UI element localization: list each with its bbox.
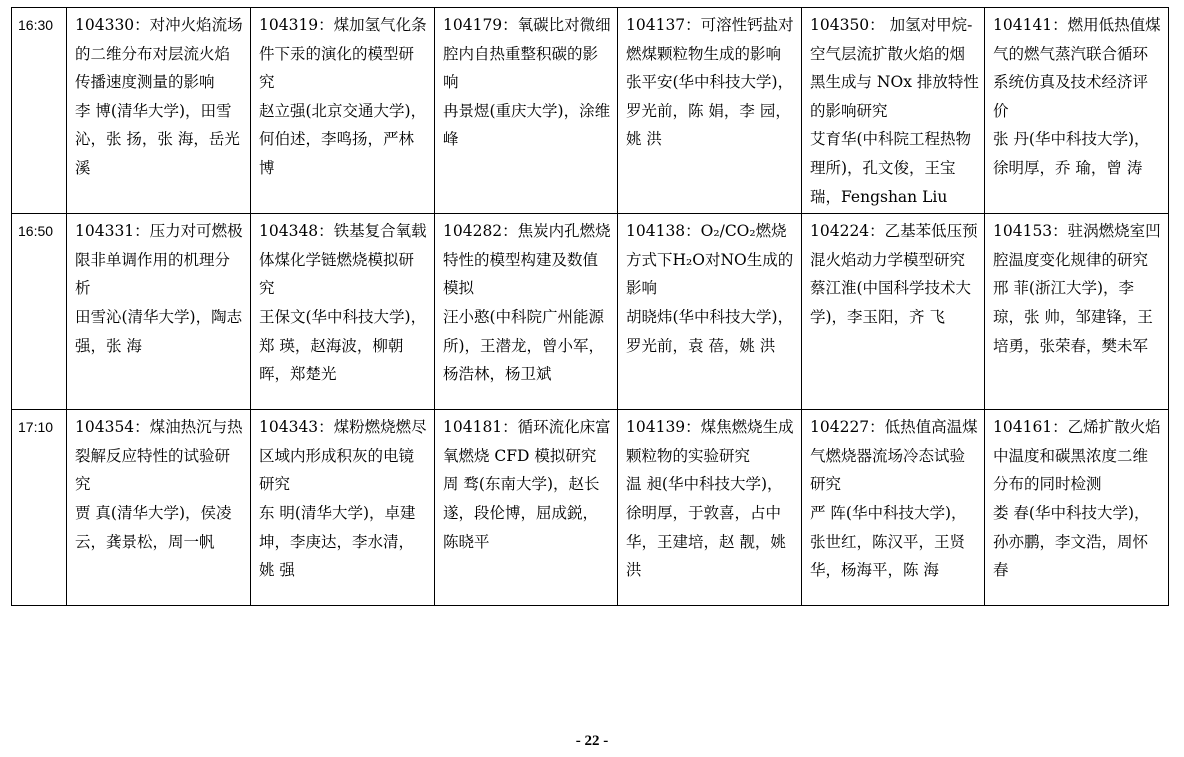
- paper-cell: [802, 8, 985, 214]
- paper-authors: 胡晓炜(华中科技大学)，罗光前，袁 蓓，姚 洪: [626, 307, 794, 355]
- paper-authors: 温 昶(华中科技大学)，徐明厚，于敦喜，占中华，王建培，赵 靓，姚 洪: [626, 475, 786, 580]
- paper-cell: [618, 8, 802, 214]
- time-slot: 16:50: [12, 214, 67, 410]
- paper-title: 104179：氧碳比对微细腔内自热重整积碳的影响: [443, 16, 611, 92]
- paper-title: 104139：煤焦燃烧生成颗粒物的实验研究: [626, 418, 794, 465]
- paper-title: 104350： 加氢对甲烷-空气层流扩散火焰的烟黑生成与 NOx 排放特性的影响研究: [810, 16, 979, 120]
- paper-cell: [802, 214, 985, 410]
- paper-authors: 田雪沁(清华大学)，陶志强，张 海: [75, 307, 243, 355]
- paper-cell: [251, 214, 435, 410]
- paper-title: 104224：乙基苯低压预混火焰动力学模型研究: [810, 222, 978, 269]
- paper-cell: [435, 8, 618, 214]
- paper-authors: 蔡江淮(中国科学技术大学)，李玉阳，齐 飞: [810, 279, 972, 326]
- paper-title: 104181：循环流化床富氧燃烧 CFD 模拟研究: [443, 418, 611, 465]
- session-schedule-table: [11, 7, 1169, 606]
- paper-authors: 东 明(清华大学)，卓建坤，李庚达，李水清，姚 强: [259, 503, 416, 580]
- paper-cell: [251, 410, 435, 606]
- paper-cell: [435, 410, 618, 606]
- paper-authors: 汪小憨(中科院广州能源所)，王潜龙，曾小军，杨浩林，杨卫斌: [443, 307, 605, 384]
- paper-title: 104161：乙烯扩散火焰中温度和碳黑浓度二维分布的同时检测: [993, 418, 1161, 494]
- paper-cell: [67, 8, 251, 214]
- paper-title: 104282：焦炭内孔燃烧特性的模型构建及数值模拟: [443, 222, 611, 298]
- paper-title: 104227：低热值高温煤气燃烧器流场冷态试验研究: [810, 418, 978, 494]
- paper-title: 104319：煤加氢气化条件下汞的演化的模型研究: [259, 16, 427, 92]
- paper-authors: 赵立强(北京交通大学)，何伯述，李鸣扬，严林博: [259, 101, 427, 177]
- table-row: [12, 214, 1169, 410]
- paper-title: 104138：O₂/CO₂燃烧方式下H₂O对NO生成的影响: [626, 222, 794, 298]
- time-slot: 17:10: [12, 410, 67, 606]
- paper-cell: [251, 8, 435, 214]
- paper-cell: [985, 214, 1169, 410]
- page-number: - 22 -: [575, 733, 609, 749]
- paper-title: 104343：煤粉燃烧燃尽区域内形成积灰的电镜研究: [259, 418, 427, 494]
- paper-authors: 严 阵(华中科技大学)，张世红，陈汉平，王贤华，杨海平，陈 海: [810, 503, 967, 580]
- paper-authors: 周 骛(东南大学)，赵长遂，段伦博，屈成鋭，陈晓平: [443, 475, 600, 551]
- paper-authors: 冉景煜(重庆大学)，涂维峰: [443, 101, 611, 149]
- paper-cell: [802, 410, 985, 606]
- paper-cell: [435, 214, 618, 410]
- paper-title: 104153：驻涡燃烧室凹腔温度变化规律的研究: [993, 222, 1161, 269]
- paper-cell: [985, 410, 1169, 606]
- paper-title: 104137：可溶性钙盐对燃煤颗粒物生成的影响: [626, 16, 794, 63]
- paper-authors: 邢 菲(浙江大学)，李琼，张 帅，邹建锋，王培勇，张荣春，樊未军: [993, 279, 1153, 355]
- time-slot: 16:30: [12, 8, 67, 214]
- paper-authors: 张平安(华中科技大学)，罗光前，陈 娟，李 园，姚 洪: [626, 73, 794, 149]
- paper-cell: [67, 214, 251, 410]
- paper-authors: 张 丹(华中科技大学)，徐明厚，乔 瑜，曾 涛: [993, 130, 1150, 177]
- paper-title: 104348：铁基复合氧载体煤化学链燃烧模拟研究: [259, 222, 427, 298]
- paper-title: 104354：煤油热沉与热裂解反应特性的试验研究: [75, 418, 243, 494]
- paper-cell: [985, 8, 1169, 214]
- paper-authors: 贾 真(清华大学)，侯凌云，龚景松，周一帆: [75, 503, 232, 551]
- paper-title: 104330：对冲火焰流场的二维分布对层流火焰传播速度测量的影响: [75, 16, 243, 92]
- paper-title: 104141：燃用低热值煤气的燃气蒸汽联合循环系统仿真及技术经济评价: [993, 16, 1161, 120]
- paper-cell: [67, 410, 251, 606]
- paper-authors: 娄 春(华中科技大学)，孙亦鹏，李文浩，周怀春: [993, 503, 1150, 580]
- paper-authors: 艾育华(中科院工程热物理所)，孔文俊，王宝瑞，Fengshan Liu: [810, 130, 972, 206]
- paper-cell: [618, 410, 802, 606]
- paper-cell: [618, 214, 802, 410]
- paper-authors: 李 博(清华大学)，田雪沁，张 扬，张 海，岳光溪: [75, 101, 240, 177]
- paper-title: 104331：压力对可燃极限非单调作用的机理分析: [75, 222, 243, 298]
- paper-authors: 王保文(华中科技大学)，郑 瑛，赵海波，柳朝晖，郑楚光: [259, 307, 427, 384]
- table-row: [12, 8, 1169, 214]
- table-row: [12, 410, 1169, 606]
